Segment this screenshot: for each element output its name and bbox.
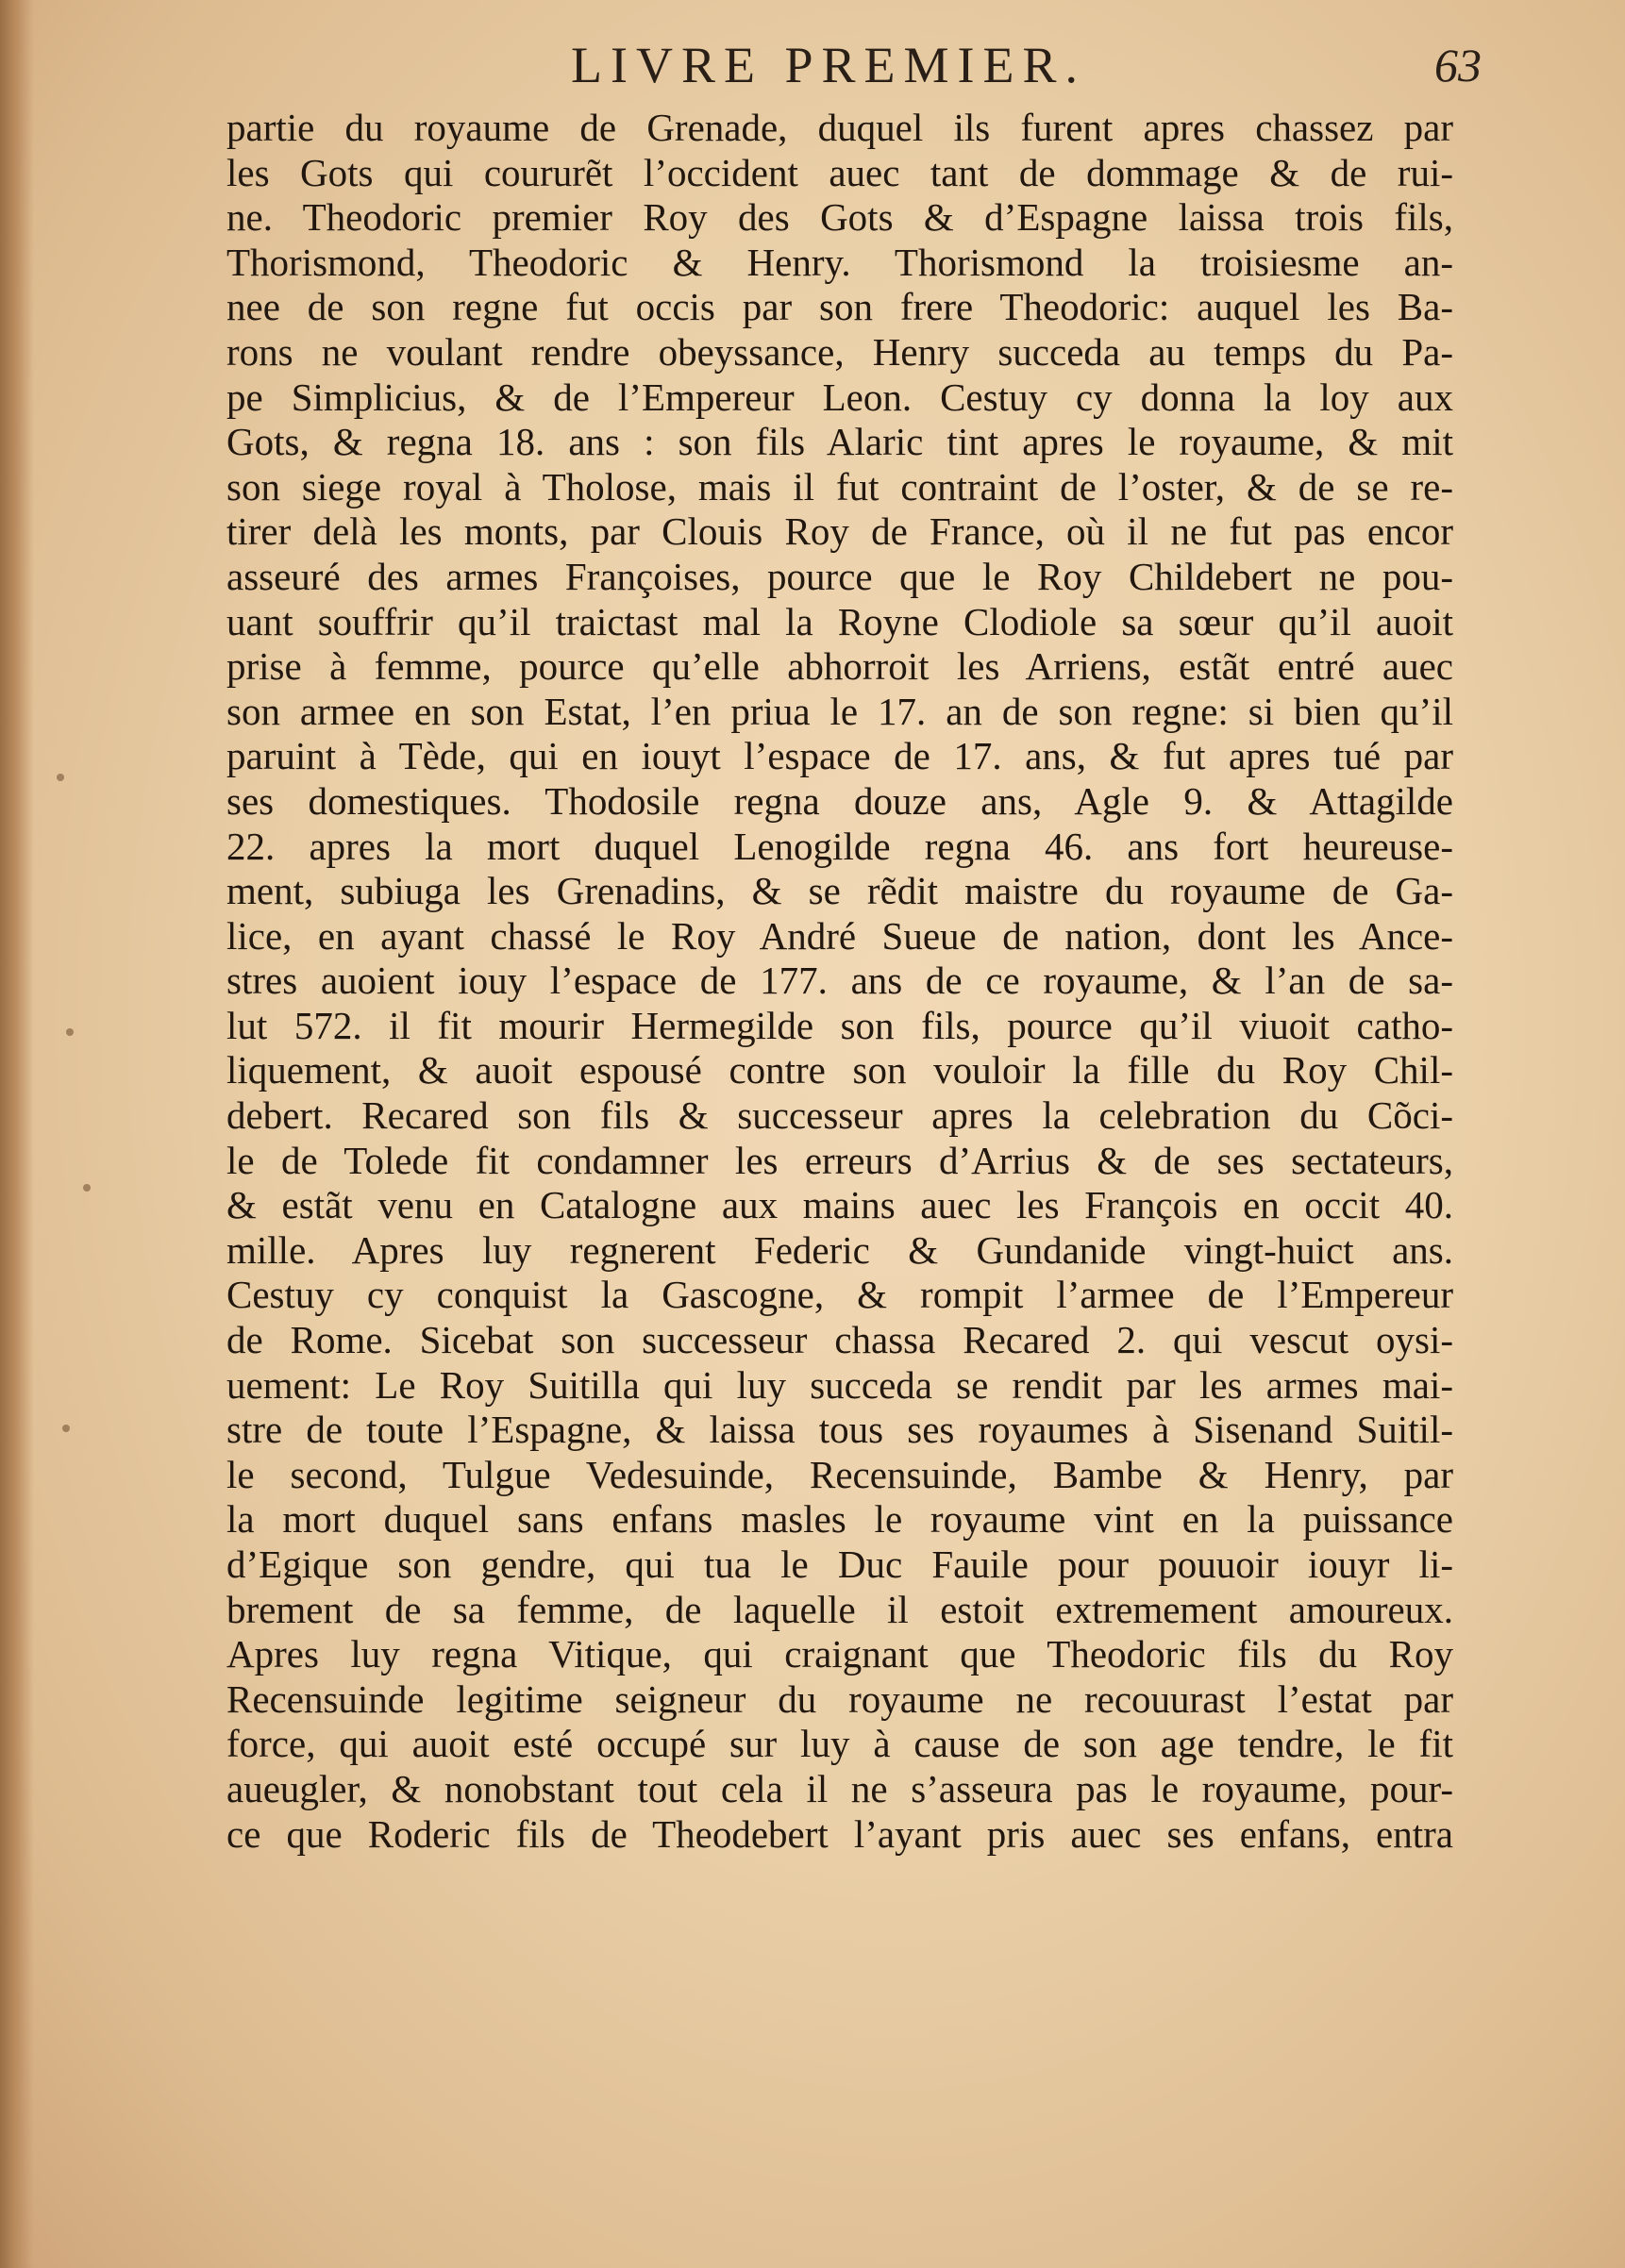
- text-line: ce que Roderic fils de Theodebert l’ayant pris auec ses enfans, entra: [226, 1811, 1453, 1856]
- text-line: ses domestiques. Thodosile regna douze ans, Agle 9. & Attagilde: [226, 778, 1453, 823]
- text-line: Gots, & regna 18. ans : son fils Alaric tint apres le royaume, & mit: [226, 420, 1453, 464]
- text-line: le de Tolede fit condamner les erreurs d’Arrius & de ses sectateurs,: [226, 1138, 1453, 1182]
- paper-speck: [66, 1028, 74, 1036]
- text-line: brement de sa femme, de laquelle il estoit extremement amoureux.: [226, 1587, 1453, 1631]
- text-line: lut 572. il fit mourir Hermegilde son fils, pource qu’il viuoit catho-: [226, 1003, 1453, 1047]
- text-line: la mort duquel sans enfans masles le royaume vint en la puissance: [226, 1497, 1453, 1542]
- text-line: son armee en son Estat, l’en priua le 17. an de son regne: si bien qu’il: [226, 689, 1453, 733]
- paper-speck: [62, 1425, 70, 1432]
- text-line: pe Simplicius, & de l’Empereur Leon. Cestuy cy donna la loy aux: [226, 375, 1453, 419]
- text-line: force, qui auoit esté occupé sur luy à cause de son age tendre, le fit: [226, 1722, 1453, 1766]
- text-line: Thorismond, Theodoric & Henry. Thorismond la troisiesme an-: [226, 240, 1453, 284]
- text-line: 22. apres la mort duquel Lenogilde regna 46. ans fort heureuse-: [226, 824, 1453, 868]
- text-line: prise à femme, pource qu’elle abhorroit les Arriens, estãt entré auec: [226, 644, 1453, 689]
- text-line: Recensuinde legitime seigneur du royaume ne recouurast l’estat par: [226, 1676, 1453, 1721]
- text-line: de Rome. Sicebat son successeur chassa Recared 2. qui vescut oysi-: [226, 1318, 1453, 1362]
- page-number: 63: [1434, 39, 1482, 92]
- text-line: nee de son regne fut occis par son frere Theodoric: auquel les Ba-: [226, 285, 1453, 329]
- text-line: ment, subiuga les Grenadins, & se rẽdit maistre du royaume de Ga-: [226, 869, 1453, 913]
- text-line: uement: Le Roy Suitilla qui luy succeda se rendit par les armes mai-: [226, 1362, 1453, 1407]
- text-line: asseuré des armes Françoises, pource que le Roy Childebert ne pou-: [226, 554, 1453, 598]
- text-line: paruint à Tède, qui en iouyt l’espace de 17. ans, & fut apres tué par: [226, 734, 1453, 778]
- text-line: stres auoient iouy l’espace de 177. ans de ce royaume, & l’an de sa-: [226, 959, 1453, 1003]
- text-line: partie du royaume de Grenade, duquel ils furent apres chassez par: [226, 106, 1453, 149]
- page-header: [226, 28, 1482, 94]
- text-line: debert. Recared son fils & successeur apres la celebration du Cõci-: [226, 1093, 1453, 1138]
- text-line: Apres luy regna Vitique, qui craignant que Theodoric fils du Roy: [226, 1632, 1453, 1676]
- text-line: rons ne voulant rendre obeyssance, Henry succeda au temps du Pa-: [226, 329, 1453, 374]
- text-line: ne. Theodoric premier Roy des Gots & d’Espagne laissa trois fils,: [226, 195, 1453, 240]
- text-line: stre de toute l’Espagne, & laissa tous ses royaumes à Sisenand Suitil-: [226, 1408, 1453, 1452]
- paper-speck: [83, 1184, 91, 1192]
- text-line: Cestuy cy conquist la Gascogne, & rompit l’armee de l’Empereur: [226, 1273, 1453, 1317]
- text-line: & estãt venu en Catalogne aux mains auec les François en occit 40.: [226, 1183, 1453, 1227]
- text-line: aueugler, & nonobstant tout cela il ne s’asseura pas le royaume, pour-: [226, 1766, 1453, 1810]
- text-line: mille. Apres luy regnerent Federic & Gundanide vingt-huict ans.: [226, 1227, 1453, 1272]
- text-line: d’Egique son gendre, qui tua le Duc Fauile pour pouuoir iouyr li-: [226, 1543, 1453, 1586]
- binding-gutter: [0, 0, 34, 2268]
- running-title: LIVRE PREMIER.: [571, 37, 1087, 93]
- paper-speck: [57, 774, 64, 781]
- text-line: les Gots qui coururẽt l’occident auec tant de dommage & de rui-: [226, 150, 1453, 194]
- text-line: liquement, & auoit espousé contre son vouloir la fille du Roy Chil-: [226, 1048, 1453, 1092]
- body-text: [226, 106, 1453, 1857]
- text-line: tirer delà les monts, par Clouis Roy de France, où il ne fut pas encor: [226, 509, 1453, 554]
- text-line: uant souffrir qu’il traictast mal la Royne Clodiole sa sœur qu’il auoit: [226, 599, 1453, 643]
- text-line: son siege royal à Tholose, mais il fut contraint de l’oster, & de se re-: [226, 464, 1453, 509]
- text-line: lice, en ayant chassé le Roy André Sueue de nation, dont les Ance-: [226, 913, 1453, 958]
- text-line: le second, Tulgue Vedesuinde, Recensuinde, Bambe & Henry, par: [226, 1452, 1453, 1496]
